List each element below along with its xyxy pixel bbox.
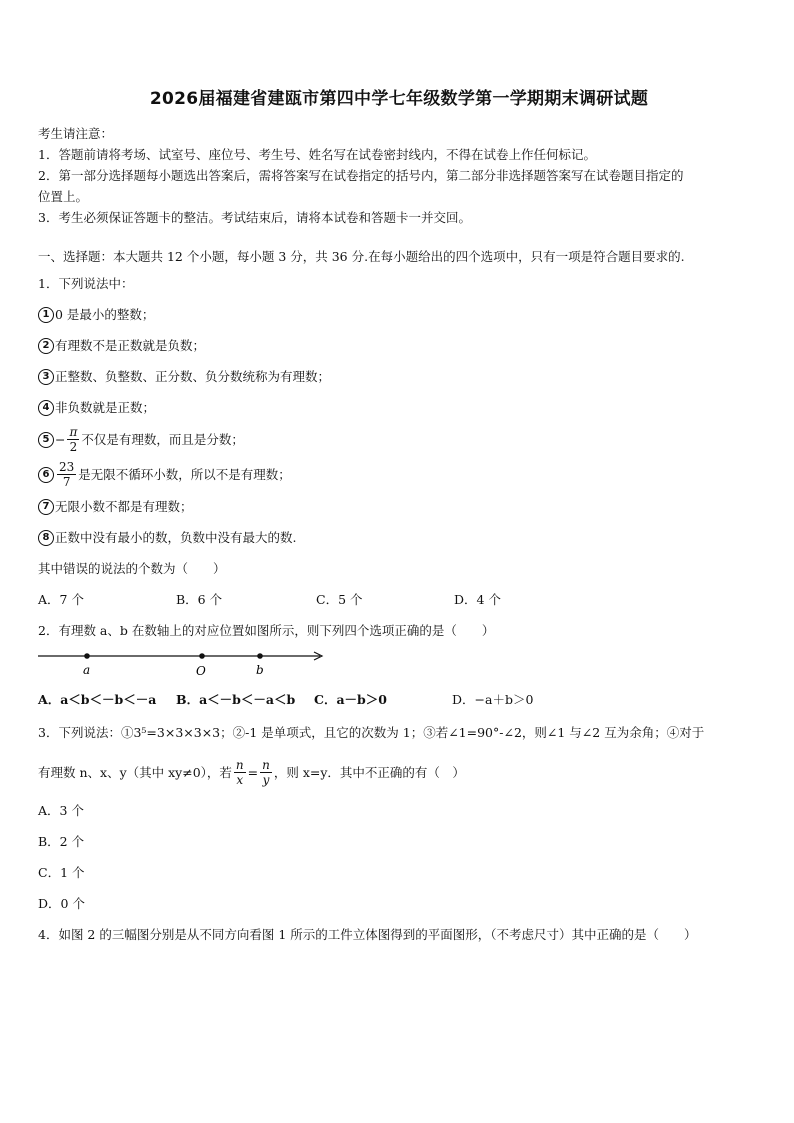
minus-sign: − <box>55 432 66 447</box>
notice-item-1: 1．答题前请将考场、试室号、座位号、考生号、姓名写在试卷密封线内，不得在试卷上作任何标记。 <box>38 147 596 162</box>
equals-sign: = <box>247 765 259 780</box>
circled-number: 1 <box>38 307 54 323</box>
fraction-denominator: y <box>262 773 270 787</box>
question-1-ask: 其中错误的说法的个数为（ ） <box>38 561 226 576</box>
question-2 <box>38 621 760 709</box>
notice-heading: 考生请注意： <box>38 126 114 141</box>
statement-text: 非负数就是正数； <box>55 400 156 415</box>
exam-page <box>38 84 760 944</box>
statement-text: 不仅是有理数，而且是分数； <box>81 432 244 447</box>
question-1-stem: 1．下列说法中： <box>38 276 134 291</box>
option-c[interactable]: C．a－b＞0 <box>314 692 387 707</box>
question-3-line-1: 3．下列说法：①3⁵=3×3×3×3；②-1 是单项式，且它的次数为 1；③若∠1=90°-∠2，则∠1 与∠2 互为余角；④对于 <box>38 725 705 740</box>
fraction-n-over-x <box>234 758 246 787</box>
point-origin <box>199 653 205 659</box>
option-d[interactable]: D．0 个 <box>38 896 85 911</box>
section-heading: 一、选择题：本大题共 12 个小题，每小题 3 分，共 36 分.在每小题给出的四个选项中，只有一项是符合题目要求的. <box>38 249 685 264</box>
q1-statement-8 <box>38 528 760 547</box>
option-b[interactable]: B．2 个 <box>38 834 85 849</box>
fraction-denominator: x <box>236 773 244 787</box>
notice-item-3: 3．考生必须保证答题卡的整洁。考试结束后，请将本试卷和答题卡一并交回。 <box>38 210 471 225</box>
notice-block <box>38 123 760 228</box>
option-c[interactable]: C．5 个 <box>316 592 363 607</box>
question-3-line-2 <box>38 758 760 787</box>
circled-number: 7 <box>38 499 54 515</box>
option-c[interactable]: C．1 个 <box>38 865 85 880</box>
fraction-numerator: 23 <box>59 460 75 474</box>
option-d[interactable]: D．−a＋b＞0 <box>452 692 534 707</box>
fraction-numerator: n <box>235 758 244 772</box>
question-1-options <box>38 590 760 609</box>
q3-text-pre: 有理数 n、x、y（其中 xy≠0），若 <box>38 765 232 780</box>
fraction-denominator: 2 <box>69 440 78 454</box>
fraction-denominator: 7 <box>62 475 71 489</box>
circled-number: 2 <box>38 338 54 354</box>
option-b[interactable]: B．a＜－b＜－a＜b <box>176 692 296 707</box>
fraction-numerator: n <box>262 758 270 772</box>
statement-text: 无限小数不都是有理数； <box>55 499 193 514</box>
number-line-svg <box>38 646 338 680</box>
question-4 <box>38 925 760 944</box>
question-1 <box>38 274 760 609</box>
option-a[interactable]: A．7 个 <box>38 592 84 607</box>
q1-statement-2 <box>38 336 760 355</box>
point-a <box>84 653 90 659</box>
label-b: b <box>256 663 264 677</box>
statement-text: 正整数、负整数、正分数、负分数统称为有理数； <box>55 369 331 384</box>
q1-statement-4 <box>38 398 760 417</box>
circled-number: 5 <box>38 432 54 448</box>
label-a: a <box>83 663 91 677</box>
q1-statement-1 <box>38 305 760 324</box>
q1-statement-6 <box>38 460 760 489</box>
question-2-options <box>38 690 760 709</box>
q1-statement-5 <box>38 425 760 454</box>
question-2-stem: 2．有理数 a、b 在数轴上的对应位置如图所示，则下列四个选项正确的是（ ） <box>38 623 495 638</box>
option-a[interactable]: A．3 个 <box>38 803 84 818</box>
number-line-figure <box>38 646 338 680</box>
fraction-23-over-7 <box>57 460 76 489</box>
fraction-n-over-y <box>260 758 272 787</box>
option-b[interactable]: B．6 个 <box>176 592 223 607</box>
statement-text: 有理数不是正数就是负数； <box>55 338 206 353</box>
notice-item-2-cont: 位置上。 <box>38 189 89 204</box>
statement-text: 正数中没有最小的数，负数中没有最大的数. <box>55 530 297 545</box>
page-title: 2026届福建省建瓯市第四中学七年级数学第一学期期末调研试题 <box>149 89 649 109</box>
circled-number: 4 <box>38 400 54 416</box>
q1-statement-3 <box>38 367 760 386</box>
point-b <box>257 653 263 659</box>
question-3 <box>38 723 760 913</box>
fraction-numerator: π <box>69 425 78 439</box>
circled-number: 3 <box>38 369 54 385</box>
circled-number: 6 <box>38 467 54 483</box>
q3-text-post: ，则 x=y．其中不正确的有（ ） <box>273 765 465 780</box>
label-origin: O <box>196 664 206 678</box>
question-4-stem: 4．如图 2 的三幅图分别是从不同方向看图 1 所示的工件立体图得到的平面图形，（不考虑尺寸）其中正确的是（ ） <box>38 927 697 942</box>
option-a[interactable]: A．a＜b＜－b＜－a <box>38 692 157 707</box>
q1-statement-7 <box>38 497 760 516</box>
option-d[interactable]: D．4 个 <box>454 592 501 607</box>
statement-text: 0 是最小的整数； <box>55 307 155 322</box>
circled-number: 8 <box>38 530 54 546</box>
notice-item-2: 2．第一部分选择题每小题选出答案后，需将答案写在试卷指定的括号内，第二部分非选择题答案写在试卷题目指定的 <box>38 168 684 183</box>
fraction-pi-over-2 <box>67 425 79 454</box>
statement-text: 是无限不循环小数，所以不是有理数； <box>78 467 291 482</box>
